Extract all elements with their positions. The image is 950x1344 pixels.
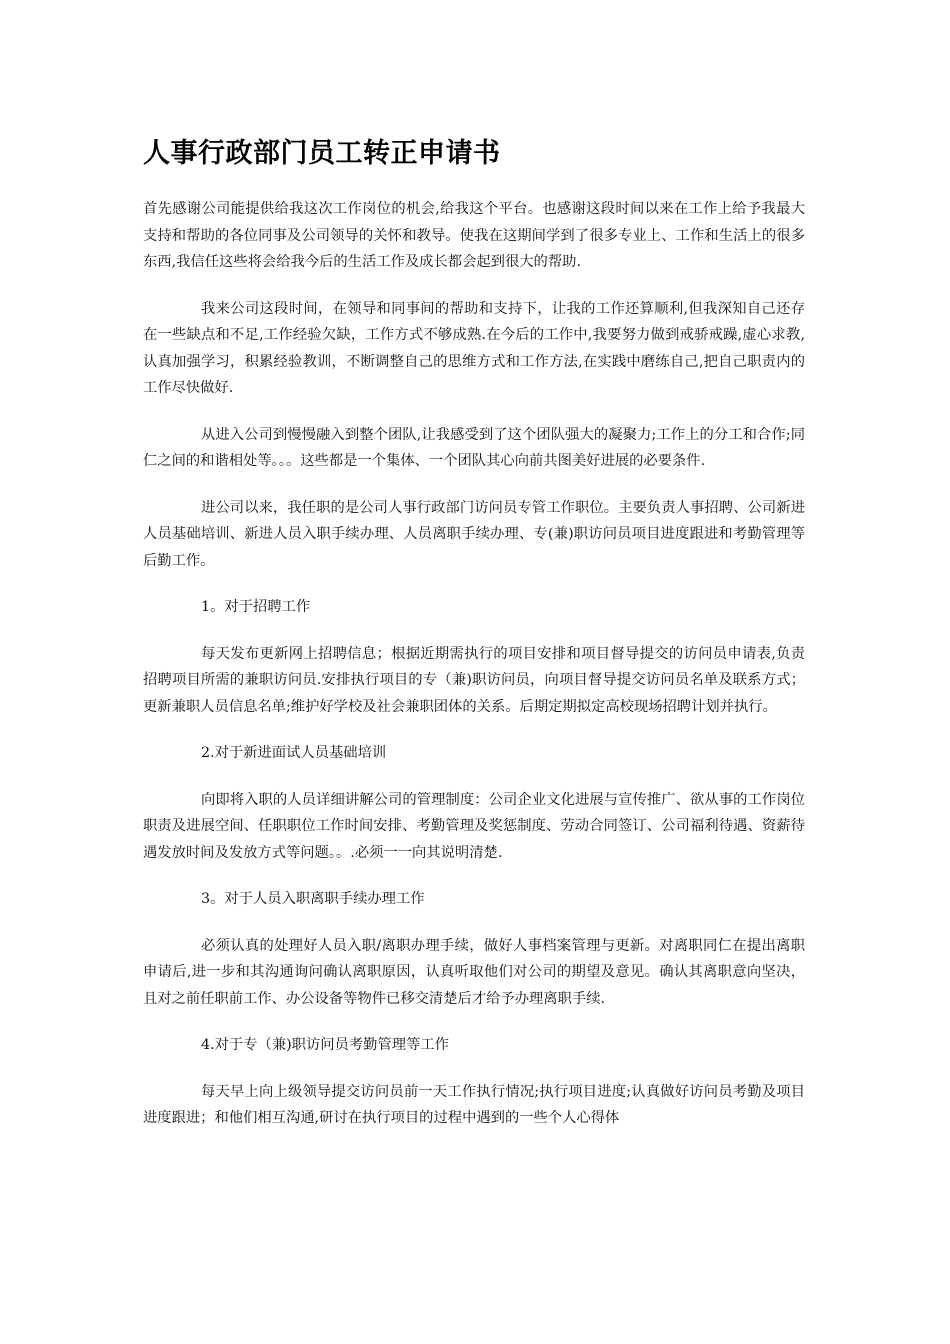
document-title: 人事行政部门员工转正申请书 — [143, 138, 501, 169]
document-body — [143, 196, 805, 1132]
section-heading-onboarding: 3。对于人员入职离职手续办理工作 — [201, 891, 425, 907]
paragraph-team: 从进入公司到慢慢融入到整个团队,让我感受到了这个团队强大的凝聚力;工作上的分工和合作;同仁之间的和谐相处等。。。这些都是一个集体、一个团队其心向前共图美好进展的必要条件. — [143, 426, 805, 469]
section-heading-attendance: 4.对于专（兼)职访问员考勤管理等工作 — [201, 1037, 449, 1053]
paragraph-training: 向即将入职的人员详细讲解公司的管理制度：公司企业文化进展与宣传推广、欲从事的工作岗位职责及进展空间、任职职位工作时间安排、考勤管理及奖惩制度、劳动合同签订、公司福利待遇、资薪待遇发放时间及发放方式等问题。。.必须一一向其说明清楚. — [143, 791, 805, 861]
section-heading-recruitment: 1。对于招聘工作 — [201, 599, 311, 615]
paragraph-self-assessment: 我来公司这段时间，在领导和同事间的帮助和支持下，让我的工作还算顺利,但我深知自己还存在一些缺点和不足,工作经验欠缺，工作方式不够成熟.在今后的工作中,我要努力做到戒骄戒躁,虚心求教,认真加强学习，积累经验教训，不断调整自己的思维方式和工作方法,在实践中磨练自己,把自己职责内的工作尽快做好. — [143, 300, 805, 396]
paragraph-onboarding: 必须认真的处理好人员入职/离职办理手续，做好人事档案管理与更新。对离职同仁在提出离职申请后,进一步和其沟通询问确认离职原因，认真听取他们对公司的期望及意见。确认其离职意向坚决，且对之前任职前工作、办公设备等物件已移交清楚后才给予办理离职手续. — [143, 937, 805, 1007]
paragraph-duties: 进公司以来，我任职的是公司人事行政部门访问员专管工作职位。主要负责人事招聘、公司新进人员基础培训、新进人员入职手续办理、人员离职手续办理、专(兼)职访问员项目进度跟进和考勤管理等后勤工作。 — [143, 499, 805, 569]
section-heading-training: 2.对于新进面试人员基础培训 — [201, 745, 387, 761]
paragraph-attendance: 每天早上向上级领导提交访问员前一天工作执行情况;执行项目进度;认真做好访问员考勤及项目进度跟进；和他们相互沟通,研讨在执行项目的过程中遇到的一些个人心得体 — [143, 1083, 805, 1126]
paragraph-recruitment: 每天发布更新网上招聘信息；根据近期需执行的项目安排和项目督导提交的访问员申请表,负责招聘项目所需的兼职访问员.安排执行项目的专（兼)职访问员，向项目督导提交访问员名单及联系方式；更新兼职人员信息名单;维护好学校及社会兼职团体的关系。后期定期拟定高校现场招聘计划并执行。 — [143, 645, 805, 715]
paragraph-intro: 首先感谢公司能提供给我这次工作岗位的机会,给我这个平台。也感谢这段时间以来在工作上给予我最大支持和帮助的各位同事及公司领导的关怀和教导。使我在这期间学到了很多专业上、工作和生活上的很多东西,我信任这些将会给我今后的生活工作及成长都会起到很大的帮助. — [143, 201, 805, 270]
